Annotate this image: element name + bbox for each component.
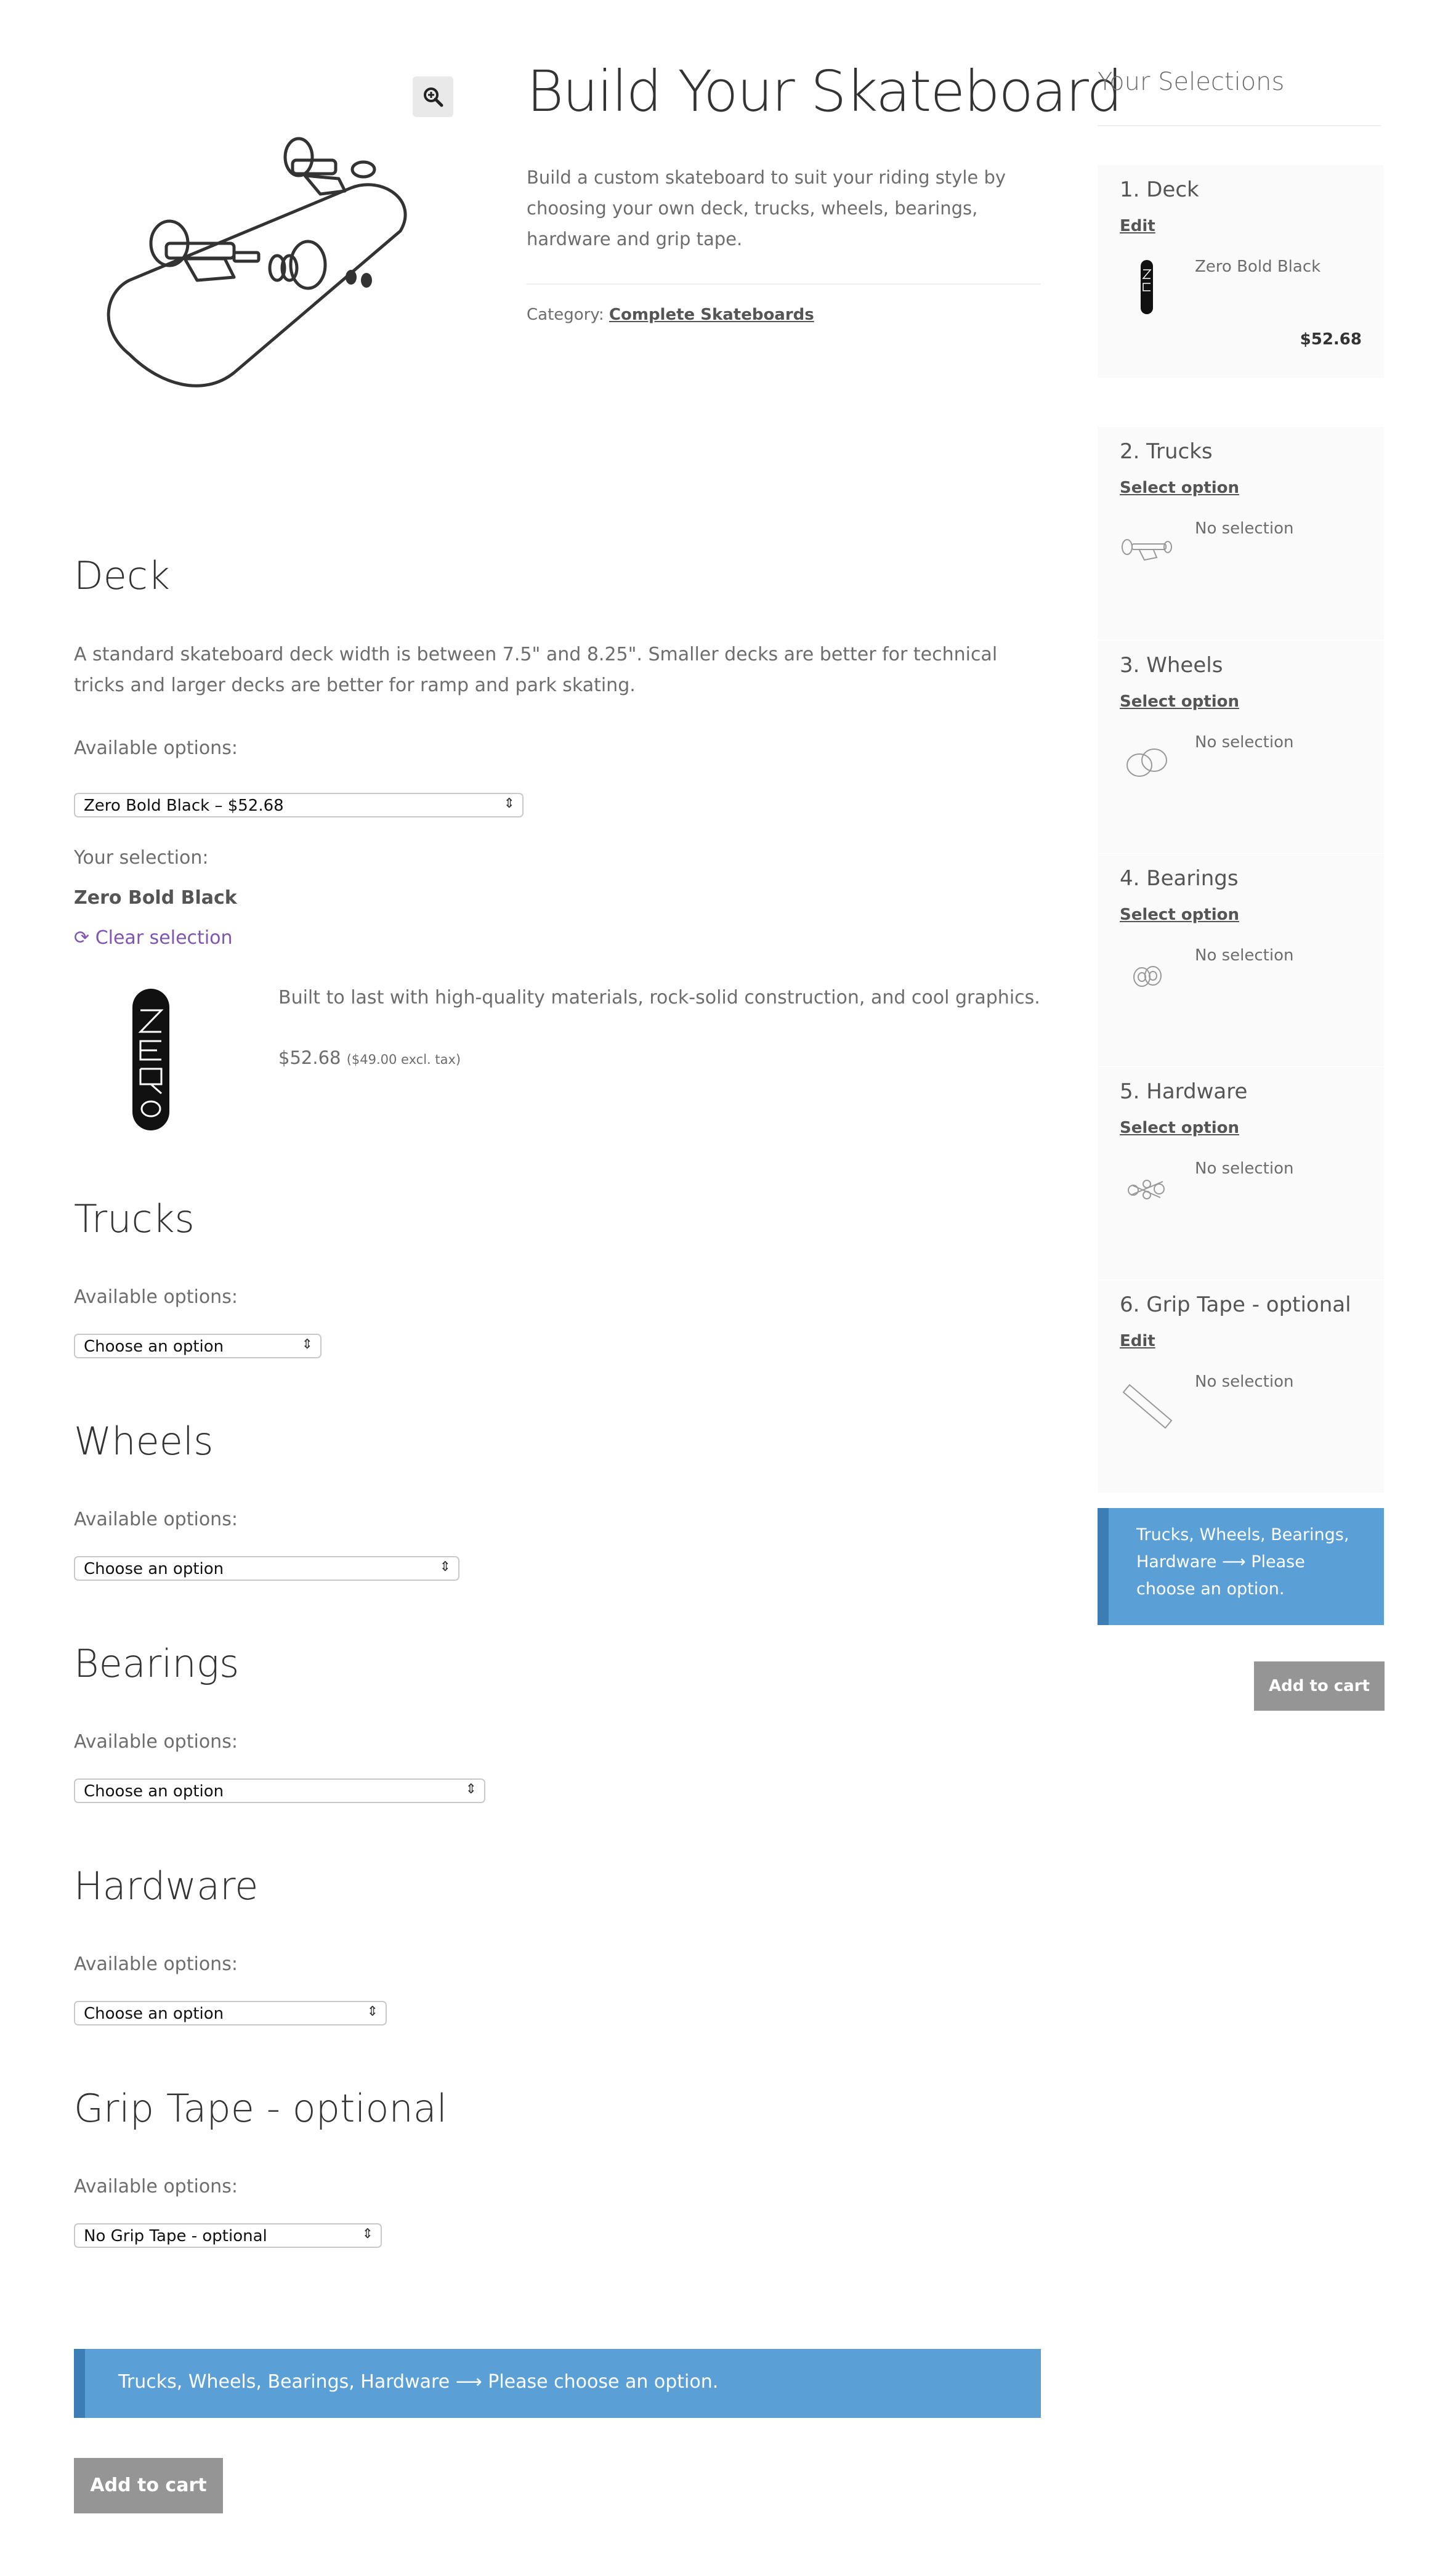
hardware-select-value: Choose an option [84, 2005, 224, 2023]
divider [527, 283, 1041, 285]
bearings-select[interactable] [74, 1778, 485, 1803]
available-options-label: Available options: [74, 1509, 238, 1530]
sidebar-validation-notice: Trucks, Wheels, Bearings, Hardware ⟶ Please choose an option. [1098, 1508, 1384, 1625]
section-title-bearings: Bearings [74, 1641, 240, 1686]
section-title-deck: Deck [74, 553, 170, 598]
select-option-link[interactable]: Select option [1120, 692, 1239, 711]
category-label: Category: [527, 306, 604, 324]
sidebar-item-bearings [1098, 854, 1384, 1066]
available-options-label: Available options: [74, 1286, 238, 1308]
sidebar-item-deck [1098, 165, 1384, 378]
available-options-label: Available options: [74, 1731, 238, 1753]
zoom-button[interactable] [413, 76, 453, 117]
select-option-link[interactable]: Select option [1120, 1119, 1239, 1137]
sidebar-item-trucks [1098, 427, 1384, 639]
product-title: Build Your Skateboard [527, 59, 1122, 124]
select-arrows-icon: ⇕ [362, 2226, 373, 2242]
bearings-select-value: Choose an option [84, 1782, 224, 1801]
deck-thumbnail [1120, 258, 1174, 317]
trucks-select-value: Choose an option [84, 1337, 224, 1356]
sidebar-item-label: 5. Hardware [1120, 1079, 1248, 1104]
section-title-grip-tape: Grip Tape - optional [74, 2086, 447, 2131]
select-arrows-icon: ⇕ [439, 1559, 451, 1575]
divider [1098, 125, 1381, 126]
bearings-thumbnail [1120, 946, 1174, 1005]
select-arrows-icon: ⇕ [465, 1782, 477, 1797]
your-selection-label: Your selection: [74, 847, 209, 869]
deck-blurb: Built to last with high-quality materials, rock-solid construction, and cool graphics. [278, 987, 1040, 1008]
product-description: Build a custom skateboard to suit your riding style by choosing your own deck, trucks, wheels, bearings, hardware and grip tape. [527, 167, 1006, 249]
sidebar-item-label: 6. Grip Tape - optional [1120, 1292, 1351, 1317]
sidebar-selection: No selection [1195, 733, 1294, 752]
select-option-link[interactable]: Select option [1120, 479, 1239, 497]
deck-thumbnail [92, 983, 209, 1137]
available-options-label: Available options: [74, 737, 238, 759]
sidebar-selection: Zero Bold Black [1195, 258, 1321, 276]
product-category [527, 306, 814, 324]
price-value: $52.68 [278, 1047, 341, 1068]
edit-link[interactable]: Edit [1120, 1332, 1155, 1350]
product-image [92, 126, 425, 416]
sidebar-selection: No selection [1195, 1373, 1294, 1391]
refresh-icon: ⟳ [74, 927, 90, 949]
clear-selection-link[interactable] [74, 927, 233, 949]
category-link[interactable]: Complete Skateboards [609, 306, 814, 324]
select-arrows-icon: ⇕ [503, 796, 515, 811]
sidebar-title: Your Selections [1098, 68, 1285, 96]
select-arrows-icon: ⇕ [366, 2004, 378, 2019]
sidebar-item-label: 4. Bearings [1120, 866, 1239, 891]
grip-tape-thumbnail [1120, 1373, 1174, 1432]
zoom-in-icon [422, 86, 444, 108]
select-option-link[interactable]: Select option [1120, 906, 1239, 924]
sidebar-item-label: 2. Trucks [1120, 439, 1213, 464]
sidebar-add-to-cart-button[interactable]: Add to cart [1254, 1661, 1385, 1711]
section-title-wheels: Wheels [74, 1419, 214, 1464]
sidebar-item-wheels [1098, 641, 1384, 853]
wheels-thumbnail [1120, 733, 1174, 792]
sidebar-price: $52.68 [1300, 330, 1362, 349]
edit-link[interactable]: Edit [1120, 217, 1155, 235]
sidebar-item-grip-tape [1098, 1280, 1384, 1493]
deck-price [278, 1047, 461, 1068]
sidebar-item-label: 1. Deck [1120, 177, 1199, 202]
hardware-select[interactable] [74, 2001, 387, 2026]
deck-select-value: Zero Bold Black – $52.68 [84, 797, 284, 815]
available-options-label: Available options: [74, 2176, 238, 2197]
wheels-select-value: Choose an option [84, 1560, 224, 1578]
hardware-thumbnail [1120, 1159, 1174, 1219]
trucks-select[interactable] [74, 1334, 322, 1358]
sidebar-item-label: 3. Wheels [1120, 653, 1223, 678]
deck-description: A standard skateboard deck width is between 7.5" and 8.25". Smaller decks are better for technical tricks and larger decks are better for ramp and park skating. [74, 644, 998, 696]
section-title-trucks: Trucks [74, 1196, 195, 1241]
validation-notice: Trucks, Wheels, Bearings, Hardware ⟶ Please choose an option. [74, 2349, 1041, 2418]
section-title-hardware: Hardware [74, 1863, 259, 1908]
available-options-label: Available options: [74, 1953, 238, 1975]
selection-name: Zero Bold Black [74, 887, 237, 909]
trucks-thumbnail [1120, 519, 1174, 578]
sidebar-selection: No selection [1195, 1159, 1294, 1178]
clear-selection-label: Clear selection [95, 927, 233, 949]
sidebar-selection: No selection [1195, 946, 1294, 965]
sidebar-selection: No selection [1195, 519, 1294, 538]
price-excl-tax: ($49.00 excl. tax) [346, 1052, 461, 1067]
wheels-select[interactable] [74, 1556, 459, 1581]
select-arrows-icon: ⇕ [301, 1337, 313, 1352]
deck-select[interactable] [74, 793, 524, 817]
grip-tape-select[interactable] [74, 2223, 382, 2248]
add-to-cart-button[interactable]: Add to cart [74, 2458, 223, 2513]
sidebar-item-hardware [1098, 1067, 1384, 1279]
grip-tape-select-value: No Grip Tape - optional [84, 2227, 267, 2245]
